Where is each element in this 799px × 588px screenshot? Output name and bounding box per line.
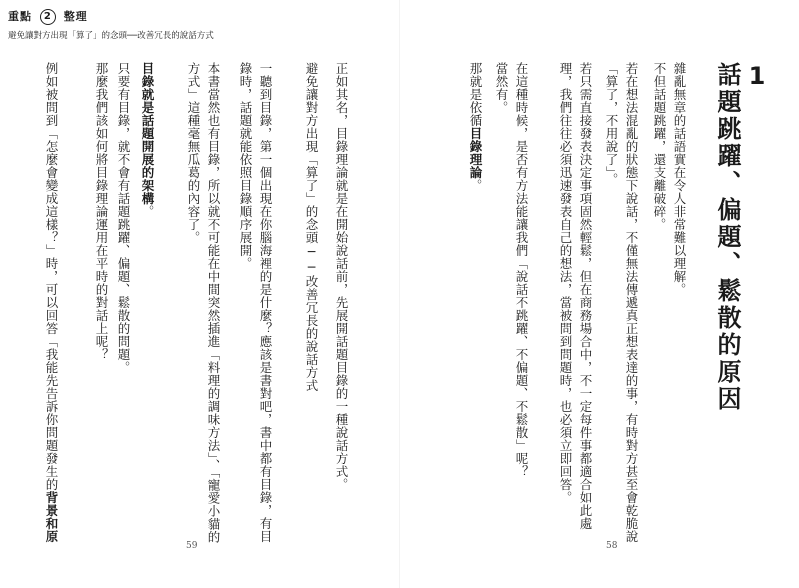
- text-column: 方式」這種毫無瓜葛的內容了。: [186, 62, 201, 244]
- bold-term: 目錄理論: [468, 127, 483, 179]
- text-column: 錄時，話題就能依照目錄順序展開。: [238, 62, 253, 270]
- text-column: 當然有。: [494, 62, 509, 114]
- text-column: [44, 62, 59, 543]
- text-column: 若只需直接發表決定事項固然輕鬆，但在商務場合中，不一定每件事都適合如此處: [578, 62, 593, 530]
- text-column: 理，我們往往必須迅速發表自己的想法，當被問到問題時，也必須立即回答。: [558, 62, 573, 504]
- text-column: 一聽到目錄，第一個出現在你腦海裡的是什麼？應該是書對吧，書中都有目錄，有目: [258, 62, 273, 543]
- chapter-title-text: 話題跳躍、偏題、鬆散的原因: [713, 62, 741, 413]
- text-column: 「算了，不用說了」。: [604, 62, 619, 186]
- text-column: 本書當然也有目錄，所以就不可能在中間突然插進「料理的調味方法」、「寵愛小貓的: [206, 62, 221, 544]
- text-span: 例如被問到「怎麼會變成這樣？」時，可以回答「我能先告訴你問題發生的: [44, 62, 59, 491]
- text-column: 若在想法混亂的狀態下說話，不僅無法傳遞真正想表達的事，有時對方甚至會乾脆說: [624, 62, 639, 543]
- text-column: 那麼我們該如何將目錄理論運用在平時的對話上呢？: [94, 62, 109, 361]
- page-gutter: [399, 0, 400, 588]
- text-column: 避免讓對方出現「算了」的念頭──改善冗長的說話方式: [304, 62, 319, 392]
- section-subtitle: 避免讓對方出現「算了」的念頭──改善冗長的說話方式: [8, 31, 214, 41]
- text-span: 。: [140, 205, 155, 218]
- running-header: [8, 8, 214, 41]
- text-column: [468, 62, 483, 192]
- text-column: 只要有目錄，就不會有話題跳躍、偏題、鬆散的問題。: [116, 62, 131, 374]
- section-number-badge: 2: [40, 9, 56, 25]
- section-title: 整理: [63, 10, 88, 23]
- text-column: 正如其名，目錄理論就是在開始說話前，先展開話題目錄的一種說話方式。: [334, 62, 349, 491]
- section-prefix: 重點: [8, 10, 32, 23]
- text-column: 在這種時候，是否有方法能讓我們「說話不跳躍、不偏題、不鬆散」呢？: [514, 62, 529, 478]
- chapter-number: 1: [743, 62, 771, 93]
- text-column: [140, 62, 155, 218]
- section-label: [8, 8, 214, 25]
- bold-term: 目錄就是話題開展的架構: [140, 62, 155, 205]
- bold-term: 背景和原: [44, 491, 59, 543]
- text-column: 雜亂無章的話語實在令人非常難以理解。: [672, 62, 687, 296]
- text-span: 。: [468, 179, 483, 192]
- text-span: 那就是依循: [468, 62, 483, 127]
- page-number-right: 58: [606, 541, 618, 551]
- chapter-title: [712, 62, 772, 413]
- page-number-left: 59: [186, 541, 198, 551]
- text-column: 不但話題跳躍，還支離破碎。: [652, 62, 667, 231]
